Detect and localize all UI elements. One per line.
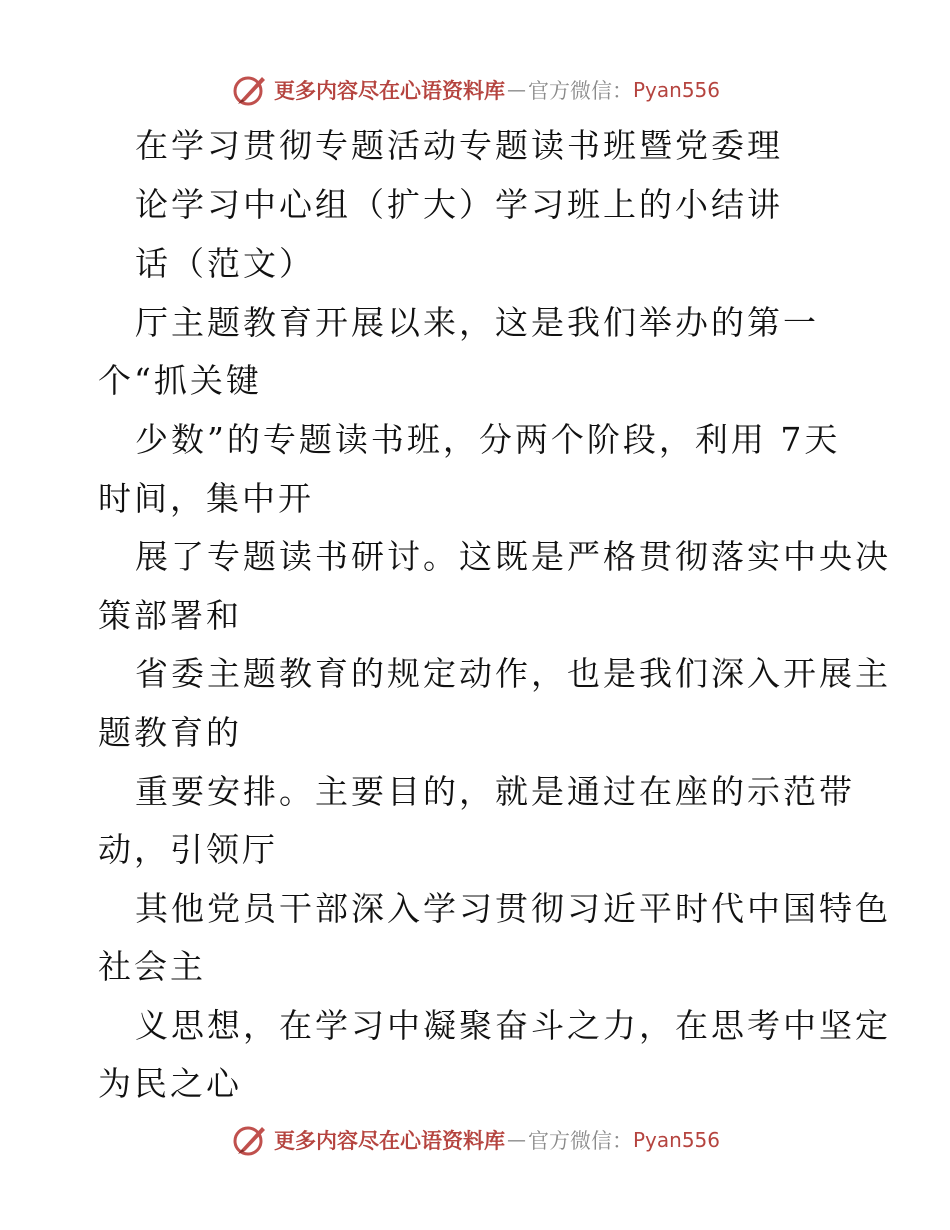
body-line: 其他党员干部深入学习贯彻习近平时代中国特色 (135, 889, 891, 928)
title-line-1: 在学习贯彻专题活动专题读书班暨党委理 (135, 126, 783, 165)
banner-wechat-label: 官方微信： (528, 79, 633, 103)
body-line: 时间，集中开 (98, 479, 314, 518)
body-line: 义思想，在学习中凝聚奋斗之力，在思考中坚定 (135, 1006, 891, 1045)
banner-lead-text: 更多内容尽在心语资料库 (274, 1128, 505, 1153)
body-line: 个“抓关键 (98, 361, 262, 400)
body-line: 动，引领厅 (98, 830, 278, 869)
quill-logo-icon (232, 72, 268, 108)
banner-wechat-id: Pyan556 (633, 78, 721, 102)
body-line: 展了专题读书研讨。这既是严格贯彻落实中央决 (135, 537, 891, 576)
body-line: 省委主题教育的规定动作，也是我们深入开展主 (135, 654, 891, 693)
body-line: 社会主 (98, 947, 206, 986)
banner-wechat-id: Pyan556 (633, 1128, 721, 1152)
footer-watermark-banner (232, 1120, 720, 1160)
body-line: 策部署和 (98, 596, 242, 635)
body-line: 厅主题教育开展以来，这是我们举办的第一 (135, 303, 819, 342)
body-line: 为民之心 (98, 1064, 242, 1103)
title-line-2: 论学习中心组（扩大）学习班上的小结讲 (135, 185, 783, 224)
body-line: 题教育的 (98, 713, 242, 752)
body-line: 少数”的专题读书班，分两个阶段，利用 7天 (135, 420, 841, 459)
banner-dash: — (507, 79, 526, 101)
banner-wechat-label: 官方微信： (528, 1129, 633, 1153)
banner-lead-text: 更多内容尽在心语资料库 (274, 78, 505, 103)
title-line-3: 话（范文） (135, 244, 315, 283)
banner-dash: — (507, 1129, 526, 1151)
body-line: 重要安排。主要目的，就是通过在座的示范带 (135, 772, 855, 811)
quill-logo-icon (232, 1122, 268, 1158)
header-watermark-banner (232, 70, 720, 110)
